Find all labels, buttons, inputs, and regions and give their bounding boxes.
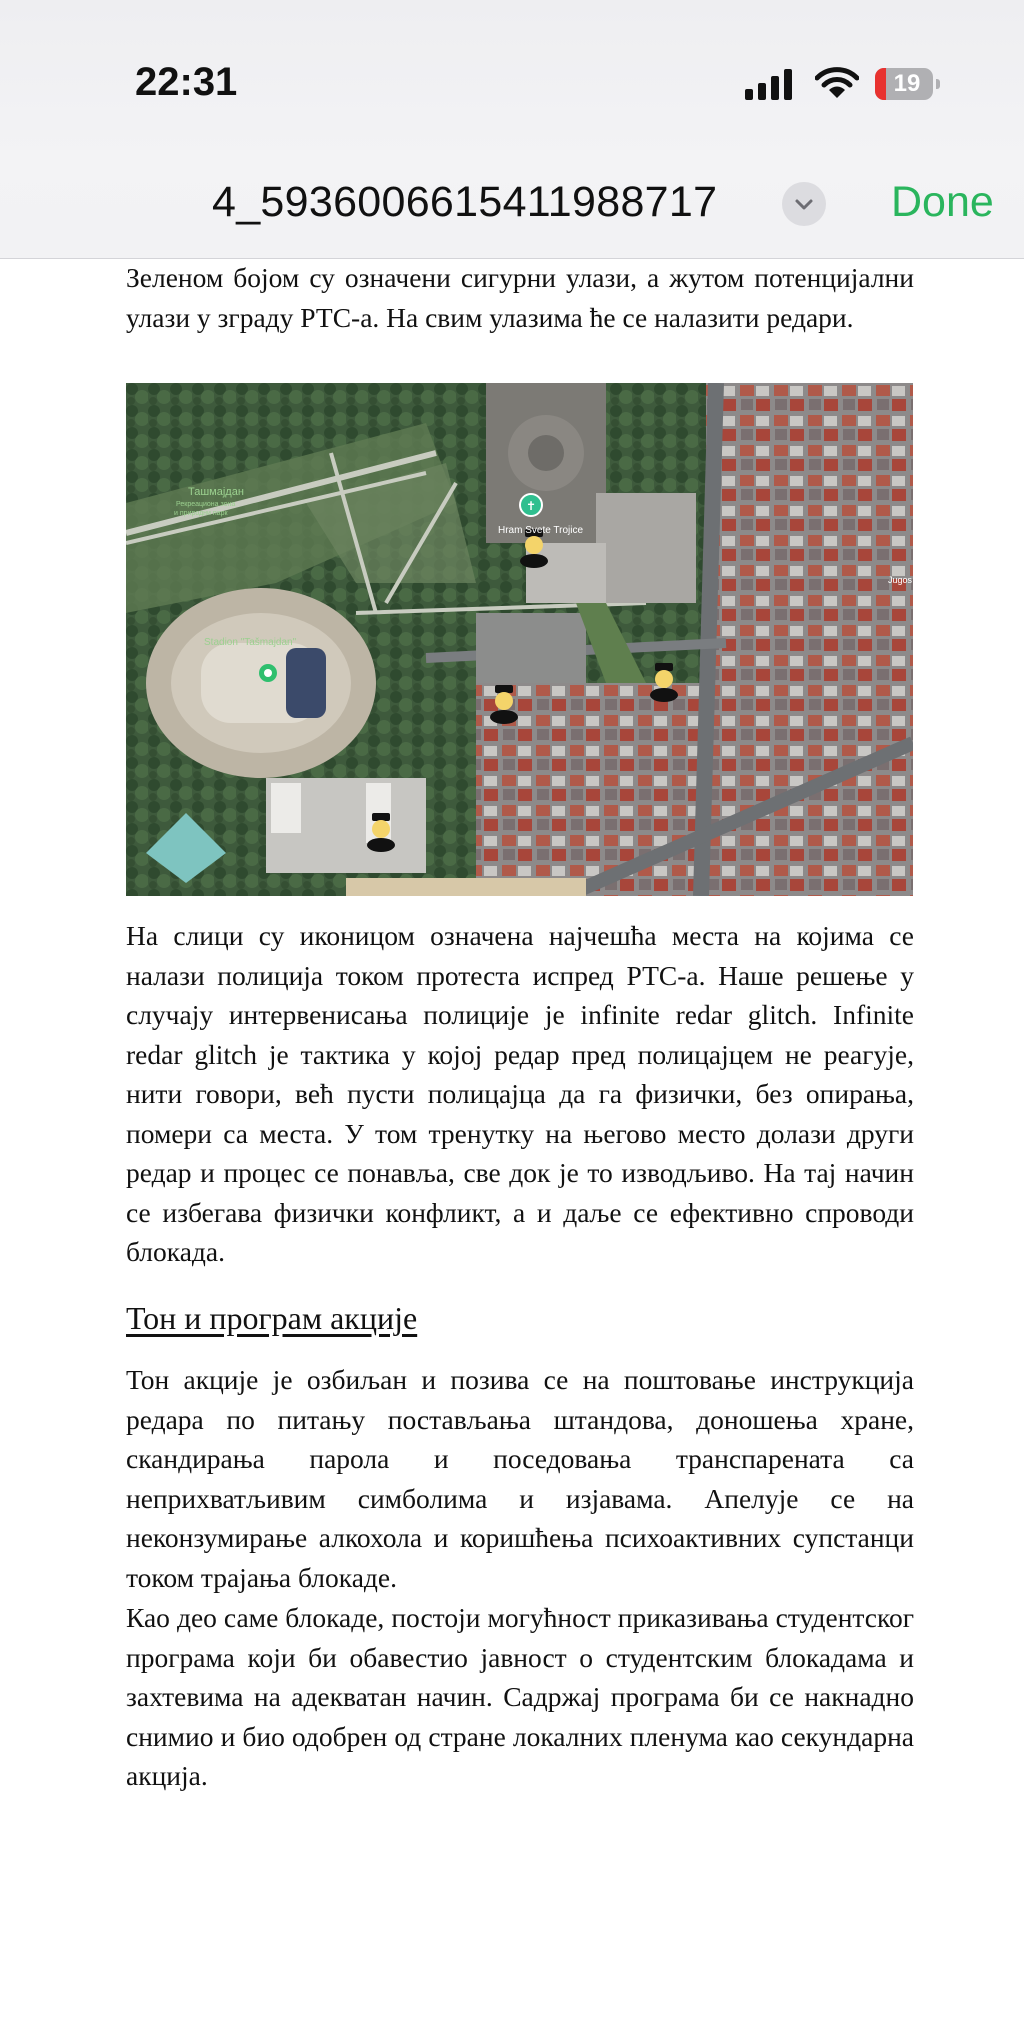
paragraph-police: На слици су иконицом означена најчешћа места на којима се налази полиција током протеста испред РТС-а. Наше решење у случају интервенисања полиције је infinite redar glitch. Infinite redar glitch је тактика у којој редар пред полицајцем не реагује, нити говори, већ пусти полицајца да га физички, без опирања, помери са места. У том тренутку на његово место долази други редар и процес се понавља, све док је то изводљиво. На тај начин се избегава физички конфликт, а и даље се ефективно спроводи блокада.: [126, 920, 914, 1267]
battery-tip: [936, 79, 940, 89]
paragraph-program: Као део саме блокаде, постоји могућност приказивања студентског програма који би обавестио јавност о студентским блокадама и захтевима на адекватан начин. Садржај програма би се накнадно снимио и био одобрен од стране локалних пленума као секундарна акција.: [126, 1602, 914, 1791]
map-label-stadium: Stadion "Tašmajdan": [204, 637, 297, 648]
section-heading: Тон и програм акције: [126, 1300, 418, 1336]
map-label-church: Hram Svete Trojice: [498, 525, 584, 536]
title-menu-button[interactable]: [782, 182, 826, 226]
map-drawing: [126, 383, 913, 896]
chevron-down-icon: [782, 182, 826, 226]
status-time: 22:31: [135, 60, 238, 104]
wifi-icon: [815, 66, 859, 100]
done-button[interactable]: Done: [891, 178, 994, 226]
svg-text:✝: ✝: [525, 499, 537, 513]
satellite-map-image: [126, 383, 913, 896]
map-label-park: Ташмајдан: [188, 486, 244, 498]
cellular-signal-icon: [745, 70, 795, 100]
battery-percent: 19: [893, 70, 921, 97]
map-label-park-sub-1: Рекреациона зона: [176, 501, 236, 508]
map-label-street: Jugos: [888, 575, 913, 585]
document-title[interactable]: 4_5936006615411988717: [212, 178, 718, 226]
top-bar: [0, 0, 1024, 259]
map-label-park-sub-2: и природни парк: [174, 510, 228, 517]
paragraph-entrances: Зеленом бојом су означени сигурни улази, а жутом потенцијални улази у зграду РТС-а. На свим улазима ће се налазити редари.: [126, 262, 914, 333]
battery-icon: [875, 68, 933, 100]
map-pin-icon: [259, 664, 277, 682]
paragraph-tone: Тон акције је озбиљан и позива се на поштовање инструкција редара по питању постављања штандова, доношења хране, скандирања парола и поседовања транспарената са неприхватљивим симболима и изјавама. Апелује се на неконзумирање алкохола и коришћења психоактивних супстанци током трајања блокаде.: [126, 1364, 914, 1593]
church-pin-icon: [520, 494, 542, 516]
